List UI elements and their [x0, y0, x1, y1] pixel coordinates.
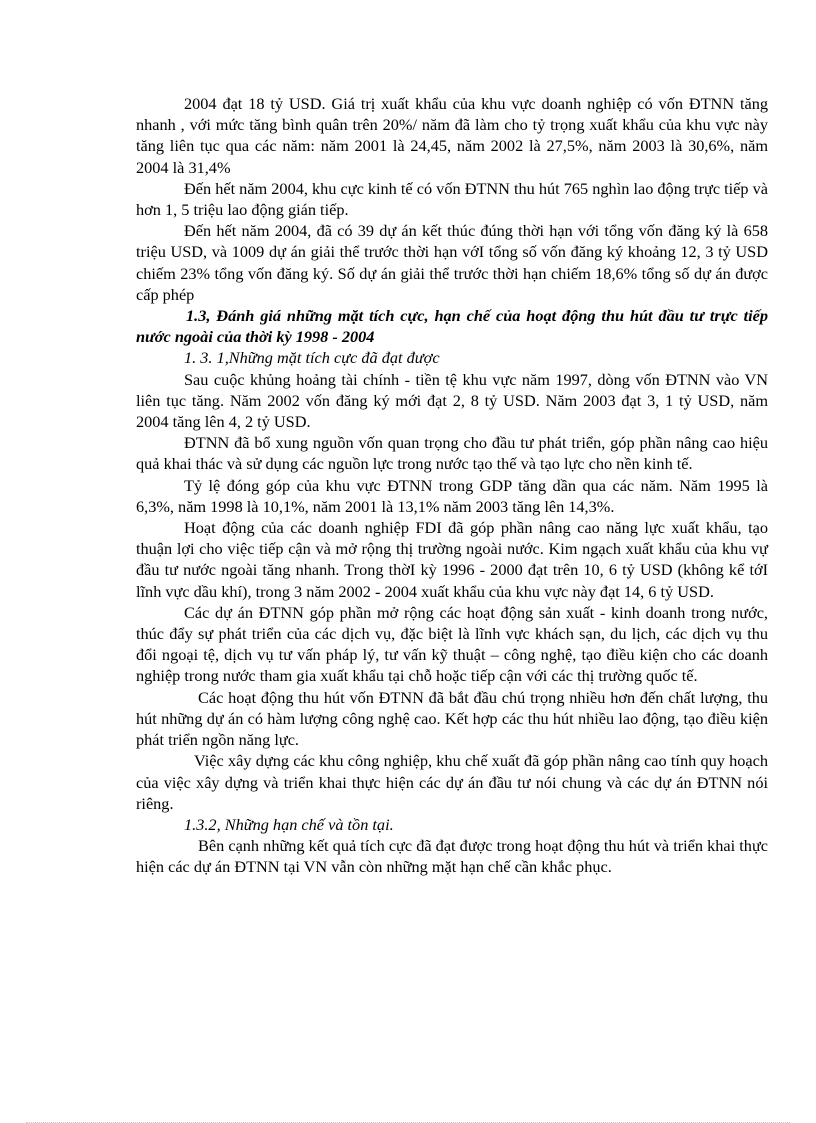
- section-heading-1-3: 1.3, Đánh giá những mặt tích cực, hạn chế của hoạt động thu hút đầu tư trực tiếp nước ngoài của thời kỳ 1998 - 2004: [136, 306, 768, 347]
- document-page: [136, 93, 768, 878]
- paragraph-capital-supplement: ĐTNN đã bổ xung nguồn vốn quan trọng cho đầu tư phát triển, góp phần nâng cao hiệu quả khai thác và sử dụng các nguồn lực trong nước tạo thế và tạo lực cho nền kinh tế.: [136, 433, 768, 474]
- paragraph-capital-inflow: Sau cuộc khủng hoảng tài chính - tiền tệ khu vực năm 1997, dòng vốn ĐTNN vào VN liên tục tăng. Năm 2002 vốn đăng ký mới đạt 2, 8 tỷ USD. Năm 2003 đạt 3, 1 tỷ USD, năm 2004 tăng lên 4, 2 tỷ USD.: [136, 369, 768, 432]
- paragraph-services: Các dự án ĐTNN góp phần mở rộng các hoạt động sản xuất - kinh doanh trong nước, thúc đẩy sự phát triển của các dịch vụ, đặc biệt là lĩnh vực khách sạn, du lịch, các dịch vụ thu đổi ngoại tệ, dịch vụ tư vấn pháp lý, tư vấn kỹ thuật – công nghệ, tạo điều kiện cho các doanh nghiệp trong nước tham gia xuất khẩu tại chỗ hoặc tiếp cận với các thị trường quốc tế.: [136, 602, 768, 686]
- paragraph-quality-focus: Các hoạt động thu hút vốn ĐTNN đã bắt đầu chú trọng nhiều hơn đến chất lượng, thu hút những dự án có hàm lượng công nghệ cao. Kết hợp các thu hút nhiều lao động, tạo điều kiện phát triển ngồn năng lực.: [136, 687, 768, 750]
- paragraph-gdp-share: Tỷ lệ đóng góp của khu vực ĐTNN trong GDP tăng dần qua các năm. Năm 1995 là 6,3%, năm 1998 là 10,1%, năm 2001 là 13,1% năm 2003 tăng lên 14,3%.: [136, 475, 768, 516]
- paragraph-projects-ended: Đến hết năm 2004, đã có 39 dự án kết thúc đúng thời hạn với tổng vốn đăng ký là 658 triệu USD, và 1009 dự án giải thể trước thời hạn vớI tổng số vốn đăng ký khoảng 12, 3 tỷ USD chiếm 23% tổng vốn đăng ký. Số dự án giải thể trước thời hạn chiếm 18,6% tổng số dự án được cấp phép: [136, 221, 768, 304]
- paragraph-industrial-zones: Việc xây dựng các khu công nghiệp, khu chế xuất đã góp phần nâng cao tính quy hoạch của việc xây dựng và triển khai thực hiện các dự án đầu tư nói chung và các dự án ĐTNN nói riêng.: [136, 751, 768, 813]
- paragraph-fdi-exports: Hoạt động của các doanh nghiệp FDI đã góp phần nâng cao năng lực xuất khẩu, tạo thuận lợi cho việc tiếp cận và mở rộng thị trường ngoài nước. Kim ngạch xuất khẩu của khu vự đầu tư nước ngoài tăng nhanh. Trong thờI kỳ 1996 - 2000 đạt trên 10, 6 tỷ USD (không kể tớI lĩnh vực dầu khí), trong 3 năm 2002 - 2004 xuất khẩu của khu vực này đạt 14, 6 tỷ USD.: [136, 518, 768, 601]
- subsection-heading-1-3-1: 1. 3. 1,Những mặt tích cực đã đạt được: [184, 348, 440, 368]
- subsection-heading-1-3-2: 1.3.2, Những hạn chế và tồn tại.: [184, 814, 394, 834]
- paragraph-limitations: Bên cạnh những kết quả tích cực đã đạt được trong hoạt động thu hút và triển khai thực hiện các dự án ĐTNN tại VN vẫn còn những mặt hạn chế cần khắc phục.: [136, 836, 768, 877]
- paragraph-export-share: 2004 đạt 18 tỷ USD. Giá trị xuất khẩu của khu vực doanh nghiệp có vốn ĐTNN tăng nhanh , với mức tăng bình quân trên 20%/ năm đã làm cho tỷ trọng xuất khẩu của khu vực này tăng liên tục qua các năm: năm 2001 là 24,45, năm 2002 là 27,5%, năm 2003 là 30,6%, năm 2004 là 31,4%: [136, 94, 768, 177]
- paragraph-labor: Đến hết năm 2004, khu cực kinh tế có vốn ĐTNN thu hút 765 nghìn lao động trực tiếp và hơn 1, 5 triệu lao động gián tiếp.: [136, 178, 768, 220]
